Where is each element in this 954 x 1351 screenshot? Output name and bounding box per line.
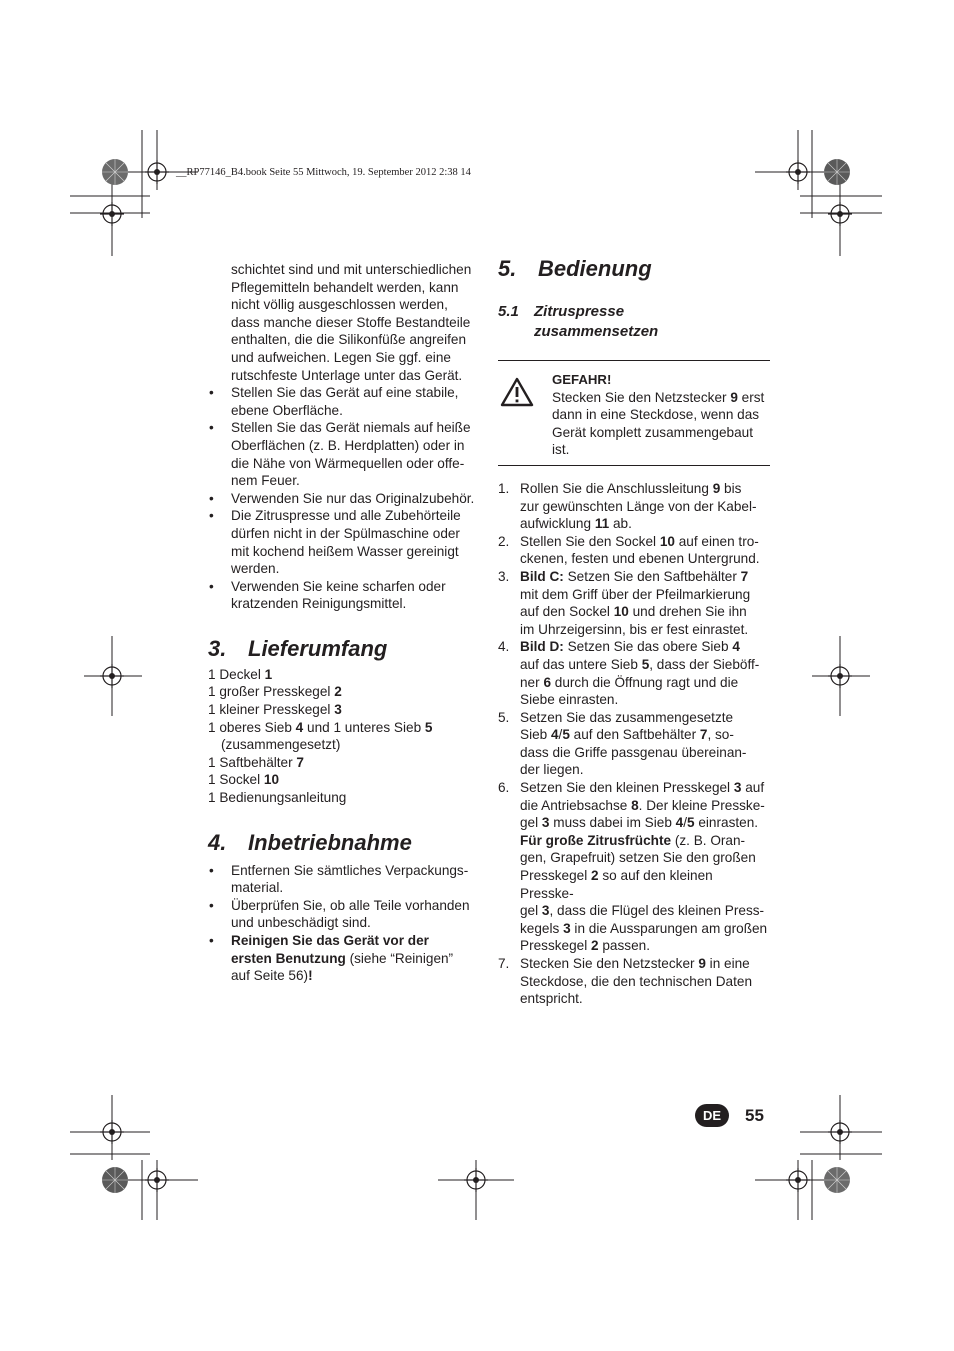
list-item: [208, 490, 480, 508]
text-segment: Setzen Sie den Saftbehälter: [563, 568, 741, 584]
bold-text: 5: [562, 727, 570, 743]
bold-text: 2: [591, 938, 599, 954]
print-file-header: __RP77146_B4.book Seite 55 Mittwoch, 19. September 2012 2:38 14: [176, 167, 471, 178]
list-item: [208, 578, 480, 613]
step-number: 7.: [498, 956, 510, 971]
text-segment: die Antriebsachse: [520, 797, 632, 813]
step-item: [498, 779, 770, 955]
item-text: 1 Sockel: [208, 772, 264, 788]
item-number: 5: [424, 719, 433, 735]
text-segment: auf Seite 56): [231, 968, 309, 984]
text-segment: Stellen Sie den Sockel: [520, 533, 660, 549]
list-item: [208, 932, 480, 985]
item-number: 2: [334, 684, 342, 700]
text-segment: Setzen Sie das obere Sieb: [563, 639, 733, 655]
step-number: 4.: [498, 639, 510, 655]
text-line: rutschfeste Unterlage unter das Gerät.: [231, 367, 463, 383]
text-segment: erst: [737, 389, 765, 405]
list-item: [208, 419, 480, 489]
bold-text: 8: [631, 797, 639, 813]
text-line: • Entfernen Sie sämtliches Verpackungs-: [231, 862, 469, 878]
step-number: 1.: [498, 480, 510, 496]
text-segment: gen, Grapefruit) setzen Sie den großen: [520, 850, 756, 866]
item-number: 10: [263, 772, 280, 788]
bold-text: 7: [699, 727, 708, 743]
text-segment: dass die Griffe passgenau übereinan-: [520, 744, 747, 760]
bold-text: Reinigen Sie das Gerät vor der: [231, 933, 429, 948]
item-number: 7: [296, 754, 304, 770]
safety-bullet-list: [208, 384, 480, 613]
text-line: • Verwenden Sie keine scharfen oder: [231, 578, 446, 594]
text-line: Pflegemitteln behandelt werden, kann: [231, 279, 459, 295]
step-item: [498, 709, 770, 779]
item-number: 1: [264, 666, 273, 682]
page-number: 55: [745, 1106, 764, 1125]
bold-text: 3: [541, 903, 550, 919]
bold-text: 7: [740, 568, 749, 584]
text-line: und aufweichen. Legen Sie ggf. eine: [231, 349, 451, 365]
text-segment: entspricht.: [520, 991, 583, 1007]
text-segment: Steckdose, die den technischen Daten: [520, 973, 753, 989]
text-segment: Setzen Sie den kleinen Presskegel: [520, 780, 734, 796]
text-line: nem Feuer.: [231, 473, 300, 489]
left-column: [208, 261, 480, 985]
text-segment: passen.: [598, 938, 650, 954]
text-line: • Überprüfen Sie, ob alle Teile vorhanden: [231, 897, 470, 913]
bold-text: 5: [687, 815, 695, 831]
intro-paragraph: [208, 261, 480, 384]
section-number: 3.: [208, 635, 227, 661]
list-item: [208, 771, 480, 789]
right-column: [498, 256, 770, 1008]
bold-text: 2: [591, 868, 599, 884]
list-item: [208, 862, 480, 897]
bold-text: Für große Zitrusfrüchte: [520, 832, 672, 848]
text-line: dass manche dieser Stoffe Bestandteile: [231, 314, 471, 330]
text-segment: durch die Öffnung ragt und die: [551, 674, 739, 690]
list-item: [208, 507, 480, 577]
text-line: werden.: [231, 561, 280, 577]
setup-bullet-list: [208, 862, 480, 985]
bold-text: 3: [733, 780, 742, 796]
bold-text: 4: [550, 727, 559, 743]
text-segment: ab.: [609, 516, 632, 532]
subsection-heading: [498, 302, 770, 342]
list-item: [208, 789, 480, 807]
text-line: • Die Zitruspresse und alle Zubehörteile: [231, 508, 461, 524]
step-item: [498, 480, 770, 533]
bold-text: !: [308, 968, 313, 984]
text-line: Gerät komplett zusammengebaut: [552, 424, 753, 440]
text-segment: auf den Sockel: [520, 604, 614, 620]
text-segment: muss dabei im Sieb: [549, 815, 676, 831]
section-number: 4.: [208, 829, 227, 855]
step-item: [498, 568, 770, 638]
warning-text: [552, 389, 770, 459]
bold-text: 6: [543, 674, 551, 690]
text-line: enthalten, die die Silikonfüße angreifen: [231, 332, 467, 348]
list-item: [208, 384, 480, 419]
warning-triangle-icon: [500, 377, 534, 407]
text-segment: ckenen, festen und ebenen Untergrund.: [520, 551, 760, 567]
text-segment: zur gewünschten Länge von der Kabel-: [520, 498, 757, 514]
text-line: dürfen nicht in der Spülmaschine oder: [231, 525, 460, 541]
section-title: Lieferumfang: [248, 635, 388, 661]
text-line: schichtet sind und mit unterschiedlichen: [231, 262, 472, 277]
bold-text: 9: [698, 956, 706, 971]
text-line: mit kochend heißem Wasser gereinigt: [231, 543, 459, 559]
item-number: 4: [295, 719, 304, 735]
text-segment: im Uhrzeigersinn, bis er fest einrastet.: [520, 621, 749, 637]
text-segment: . Der kleine Presske-: [638, 797, 765, 813]
text-segment: Presskegel: [520, 938, 592, 954]
text-segment: mit dem Griff über der Pfeilmarkierung: [520, 586, 751, 602]
text-line: und unbeschädigt sind.: [231, 915, 371, 931]
text-segment: , dass der Sieböff-: [649, 656, 760, 672]
section-heading-inbetriebnahme: [208, 830, 480, 856]
text-segment: Rollen Sie die Anschlussleitung: [520, 480, 713, 496]
text-line: • Stellen Sie das Gerät auf eine stabile,: [231, 385, 459, 401]
bold-text: Bild C:: [520, 568, 564, 584]
item-text: 1 kleiner Presskegel: [208, 702, 335, 718]
item-text: 1 Deckel: [208, 666, 265, 682]
bold-text: 10: [659, 533, 675, 549]
step-number: 5.: [498, 709, 510, 725]
bold-text: 11: [594, 516, 610, 532]
bold-text: 10: [613, 604, 629, 620]
text-segment: (z. B. Oran-: [671, 832, 746, 848]
subsection-title: zusammensetzen: [534, 323, 659, 340]
text-segment: Presskegel: [520, 868, 592, 884]
item-text: 1 Bedienungsanleitung: [208, 790, 347, 806]
section-title: Bedienung: [538, 256, 652, 281]
text-segment: , dass die Flügel des kleinen Press-: [549, 903, 765, 919]
text-segment: auf: [741, 780, 765, 796]
assembly-steps-list: [498, 480, 770, 1008]
bold-text: Bild D:: [520, 639, 564, 655]
text-segment: einrasten.: [694, 815, 759, 831]
bold-text: 3: [563, 920, 571, 936]
text-segment: ner: [520, 674, 544, 690]
text-segment: (siehe “Reinigen”: [345, 950, 454, 966]
item-text: (zusammengesetzt): [221, 737, 341, 753]
list-item: [208, 701, 480, 719]
text-segment: Sieb: [520, 727, 551, 743]
bold-text: 9: [712, 480, 721, 496]
section-title: Inbetriebnahme: [248, 829, 412, 855]
text-segment: der liegen.: [520, 762, 584, 778]
text-line: • Stellen Sie das Gerät niemals auf heiße: [231, 420, 471, 436]
section-heading-bedienung: [498, 256, 770, 282]
text-segment: Setzen Sie das zusammengesetzte: [520, 709, 734, 725]
text-segment: Siebe einrasten.: [520, 692, 619, 708]
list-item: [208, 897, 480, 932]
text-segment: /: [558, 727, 563, 743]
bold-text: 3: [541, 815, 550, 831]
item-text: und 1 unteres Sieb: [303, 719, 425, 735]
text-line: material.: [231, 880, 284, 896]
text-segment: /: [683, 815, 688, 831]
bold-text: 5: [641, 656, 650, 672]
danger-warning-box: [498, 360, 770, 466]
text-line: kratzenden Reinigungsmittel.: [231, 596, 407, 612]
section-number: 5.: [498, 256, 517, 281]
bold-text: 4: [675, 815, 684, 831]
text-line: Oberflächen (z. B. Herdplatten) oder in: [231, 437, 465, 453]
language-badge: DE: [695, 1104, 729, 1127]
item-number: 9: [730, 389, 738, 405]
subsection-title: Zitruspresse: [534, 303, 625, 320]
text-segment: auf einen tro-: [674, 533, 759, 549]
step-number: 6.: [498, 780, 510, 796]
step-number: 3.: [498, 568, 510, 584]
text-segment: kegels: [520, 920, 564, 936]
text-segment: bis: [720, 480, 742, 496]
text-line: die Nähe von Wärmequellen oder offe-: [231, 455, 465, 471]
text-segment: und drehen Sie ihn: [628, 604, 747, 620]
delivery-list: [208, 666, 480, 807]
item-number: 3: [334, 702, 342, 718]
item-text: 1 Saftbehälter: [208, 754, 297, 770]
text-segment: , so-: [707, 727, 734, 743]
step-item: [498, 955, 770, 1008]
warning-title: GEFAHR!: [552, 372, 612, 387]
text-segment: auf das untere Sieb: [520, 656, 642, 672]
item-text: 1 großer Presskegel: [208, 684, 335, 700]
bold-text: ersten Benutzung: [231, 950, 346, 966]
text-segment: auf den Saftbehälter: [569, 727, 700, 743]
text-segment: in eine: [705, 956, 750, 971]
text-segment: aufwicklung: [520, 516, 595, 532]
list-item: [208, 683, 480, 701]
text-line: ebene Oberfläche.: [231, 402, 343, 418]
text-segment: in die Aussparungen am großen: [570, 920, 768, 936]
step-item: [498, 638, 770, 708]
list-item: [208, 666, 480, 684]
section-heading-lieferumfang: [208, 636, 480, 662]
list-item: [208, 754, 480, 772]
step-number: 2.: [498, 533, 510, 549]
text-segment: Stecken Sie den Netzstecker: [552, 389, 731, 405]
bold-text: 4: [732, 639, 740, 655]
text-segment: gel: [520, 815, 542, 831]
text-segment: Stecken Sie den Netzstecker: [520, 956, 699, 971]
text-segment: gel: [520, 903, 542, 919]
text-line: dann in eine Steckdose, wenn das: [552, 407, 760, 423]
text-segment: so auf den kleinen Presske-: [520, 868, 713, 901]
text-line: nicht völlig ausgeschlossen werden,: [231, 297, 448, 313]
subsection-number: 5.1: [498, 303, 519, 320]
text-line: • Verwenden Sie nur das Originalzubehör.: [231, 490, 475, 506]
text-line: ist.: [552, 442, 570, 458]
step-item: [498, 533, 770, 568]
item-text: 1 oberes Sieb: [208, 719, 296, 735]
list-item: [208, 719, 480, 754]
